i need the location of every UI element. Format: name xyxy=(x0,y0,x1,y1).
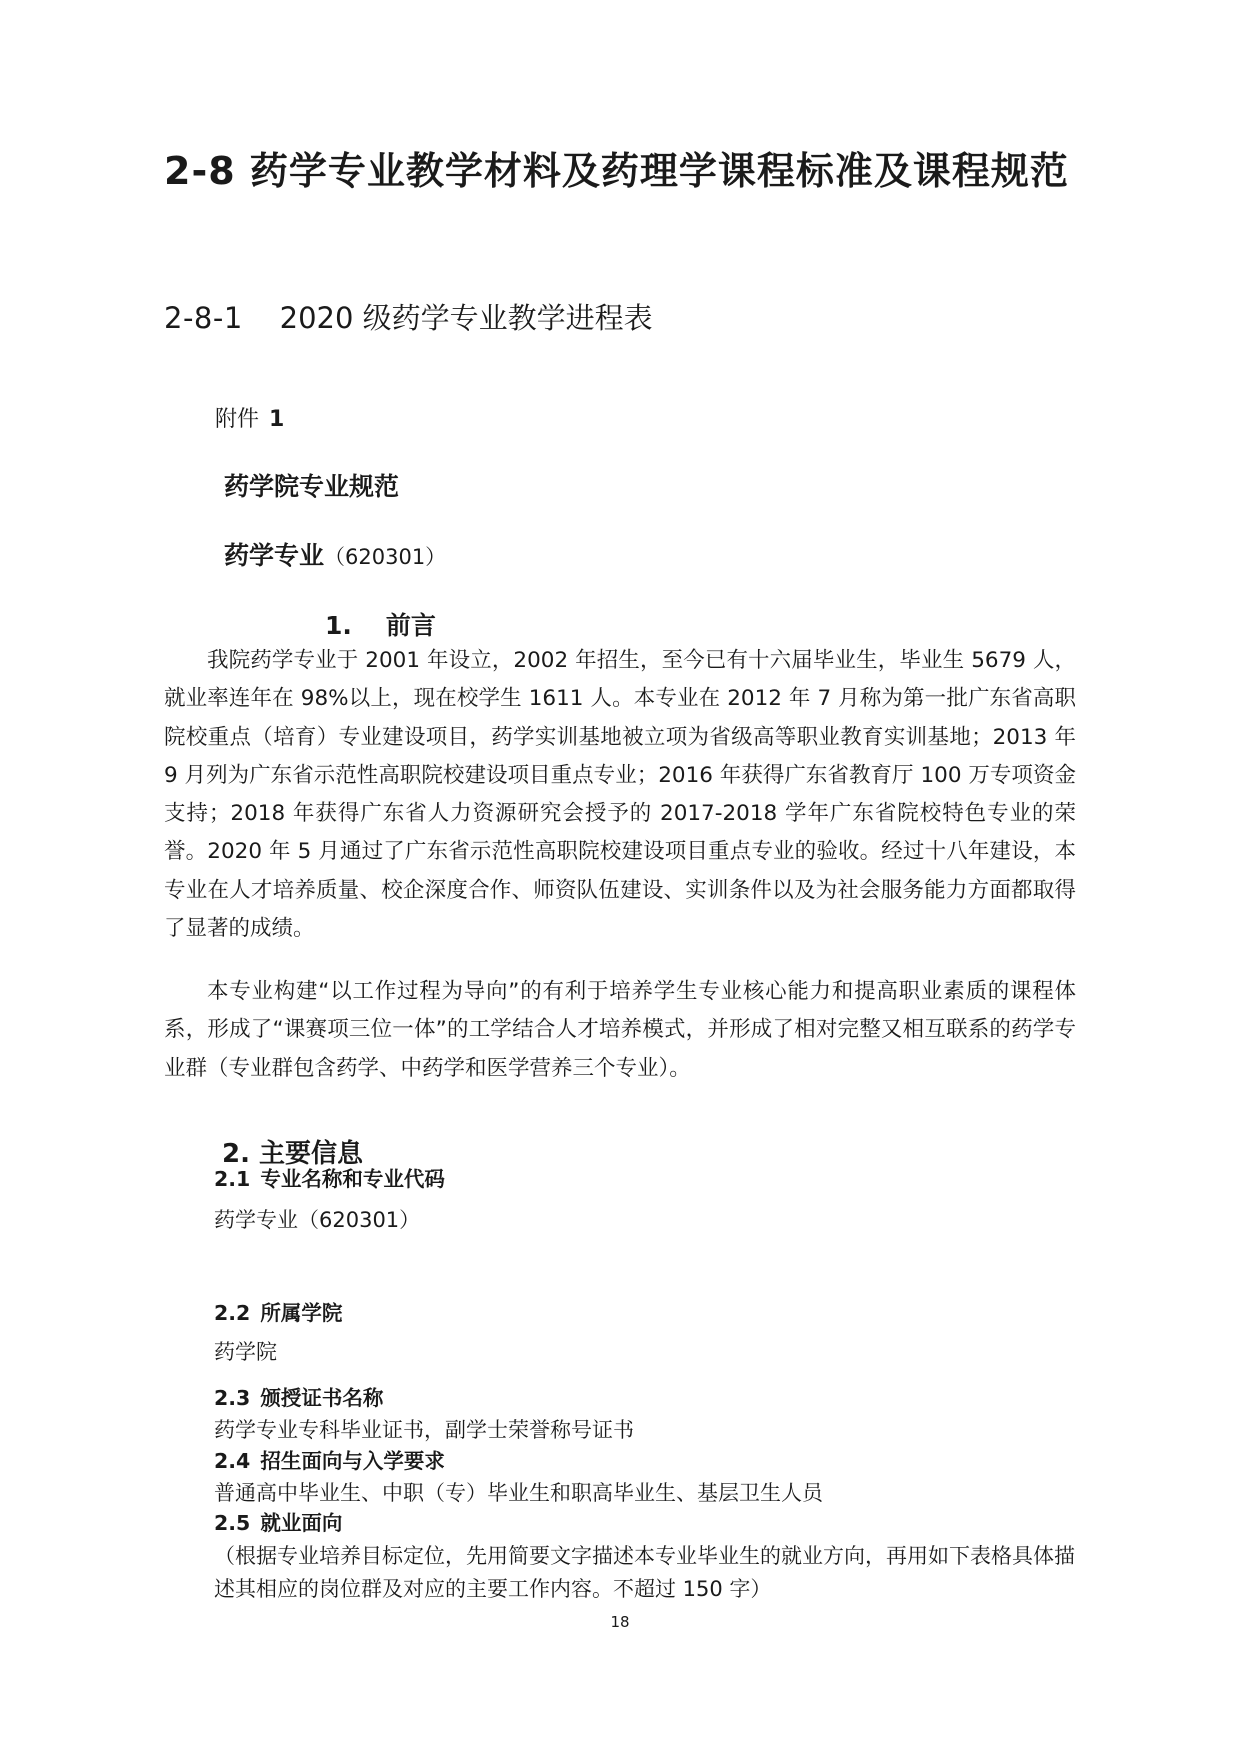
item-2-2-heading xyxy=(214,1296,342,1326)
section-2-number: 2. xyxy=(222,1139,250,1169)
item-2-5-title: 就业面向 xyxy=(260,1511,343,1535)
section-1-heading xyxy=(325,606,436,642)
item-2-4-heading xyxy=(214,1444,445,1474)
section-subheading xyxy=(164,296,653,337)
item-2-5-number: 2.5 xyxy=(214,1511,251,1535)
item-2-2-number: 2.2 xyxy=(214,1301,251,1325)
item-2-3-number: 2.3 xyxy=(214,1386,251,1410)
item-2-4-number: 2.4 xyxy=(214,1449,251,1473)
section-2-title: 主要信息 xyxy=(259,1139,364,1169)
item-2-3-title: 颁授证书名称 xyxy=(260,1386,384,1410)
preface-paragraph-1: 我院药学专业于 2001 年设立，2002 年招生，至今已有十六届毕业生，毕业生 5679 人，就业率连年在 98%以上，现在校学生 1611 人。本专业在 2012 年 7 月称为第一批广东省高职院校重点（培育）专业建设项目，药学实训基地被立项为省级高等职业教育实训基地；2013 年 9 月列为广东省示范性高职院校建设项目重点专业；2016 年获得广东省教育厅 100 万专项资金支持；2018 年获得广东省人力资源研究会授予的 2017-2018 学年广东省院校特色专业的荣誉。2020 年 5 月通过了广东省示范性高职院校建设项目重点专业的验收。经过十八年建设，本专业在人才培养质量、校企深度合作、师资队伍建设、实训条件以及为社会服务能力方面都取得了显著的成绩。 xyxy=(164,648,1076,942)
subheading-number: 2-8-1 xyxy=(164,301,243,335)
item-2-1-number: 2.1 xyxy=(214,1167,251,1191)
item-2-3-heading xyxy=(214,1381,383,1411)
item-2-2-title: 所属学院 xyxy=(260,1301,343,1325)
document-heading: 2-8 药学专业教学材料及药理学课程标准及课程规范 xyxy=(164,149,1069,193)
item-2-1-value: 药学专业（620301） xyxy=(214,1208,421,1232)
college-spec-title: 药学院专业规范 xyxy=(224,472,400,501)
item-2-4-title: 招生面向与入学要求 xyxy=(260,1449,445,1473)
item-2-5-value: （根据专业培养目标定位，先用简要文字描述本专业毕业生的就业方向，再用如下表格具体描述其相应的岗位群及对应的主要工作内容。不超过 150 字） xyxy=(214,1544,1075,1601)
attachment-label xyxy=(215,402,284,433)
major-name: 药学专业 xyxy=(224,541,325,570)
item-2-5-heading xyxy=(214,1506,342,1536)
item-2-4-value: 普通高中毕业生、中职（专）毕业生和职高毕业生、基层卫生人员 xyxy=(214,1481,823,1505)
section-1-title: 前言 xyxy=(385,611,436,640)
major-code: （620301） xyxy=(324,545,447,569)
major-title xyxy=(224,536,446,572)
section-1-number: 1. xyxy=(325,611,352,640)
item-2-2-value: 药学院 xyxy=(214,1340,277,1364)
attachment-number: 1 xyxy=(269,407,285,432)
item-2-1-title: 专业名称和专业代码 xyxy=(260,1167,445,1191)
item-2-3-value: 药学专业专科毕业证书，副学士荣誉称号证书 xyxy=(214,1418,634,1442)
subheading-title: 2020 级药学专业教学进程表 xyxy=(279,301,653,335)
preface-paragraph-2: 本专业构建“以工作过程为导向”的有利于培养学生专业核心能力和提高职业素质的课程体系，形成了“课赛项三位一体”的工学结合人才培养模式，并形成了相对完整又相互联系的药学专业群（专业群包含药学、中药学和医学营养三个专业）。 xyxy=(164,979,1076,1081)
item-2-1-heading xyxy=(214,1162,445,1192)
page-number: 18 xyxy=(610,1613,630,1631)
attachment-text: 附件 xyxy=(215,407,260,432)
